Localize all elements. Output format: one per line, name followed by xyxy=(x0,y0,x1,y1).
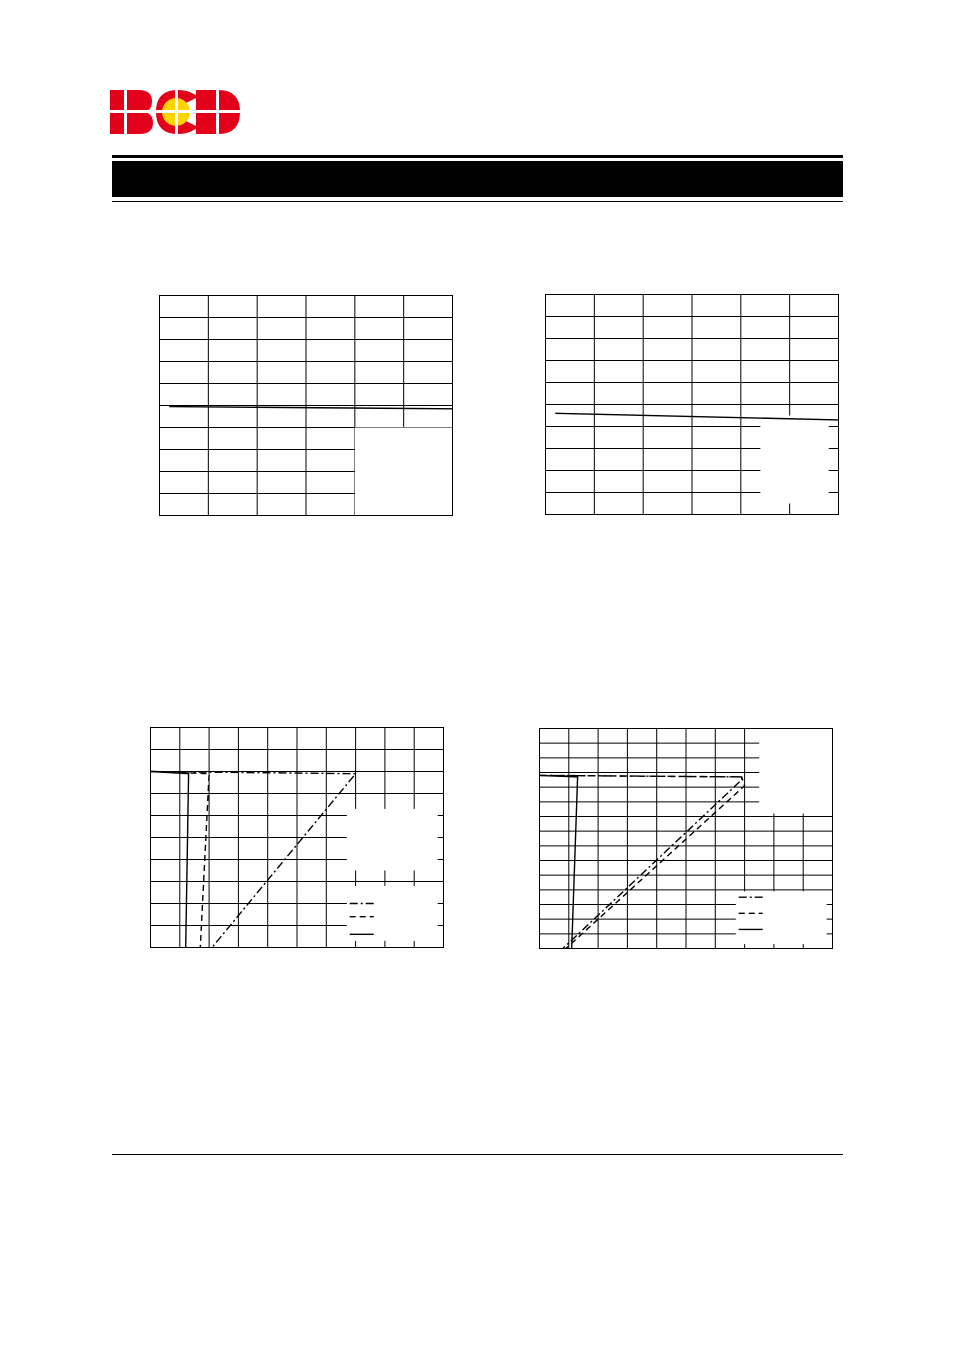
header-rule-bottom xyxy=(112,201,843,202)
legend-area xyxy=(347,809,438,871)
header-title-bar xyxy=(112,161,843,197)
series-line-solid xyxy=(169,407,452,409)
legend-area xyxy=(736,891,827,944)
legend-area xyxy=(759,729,832,814)
footer-rule xyxy=(112,1154,843,1155)
logo-letter-c xyxy=(156,90,198,134)
logo-letter-b xyxy=(110,90,153,134)
chart-2 xyxy=(545,294,839,515)
legend-area xyxy=(347,886,438,941)
chart-4 xyxy=(539,728,833,949)
header-rule-top xyxy=(112,155,843,158)
legend-area xyxy=(355,428,453,516)
chart-3 xyxy=(150,727,444,948)
chart-1 xyxy=(159,295,453,516)
logo-letter-d xyxy=(196,90,240,134)
legend-area xyxy=(760,416,828,504)
bcd-logo xyxy=(108,88,242,136)
